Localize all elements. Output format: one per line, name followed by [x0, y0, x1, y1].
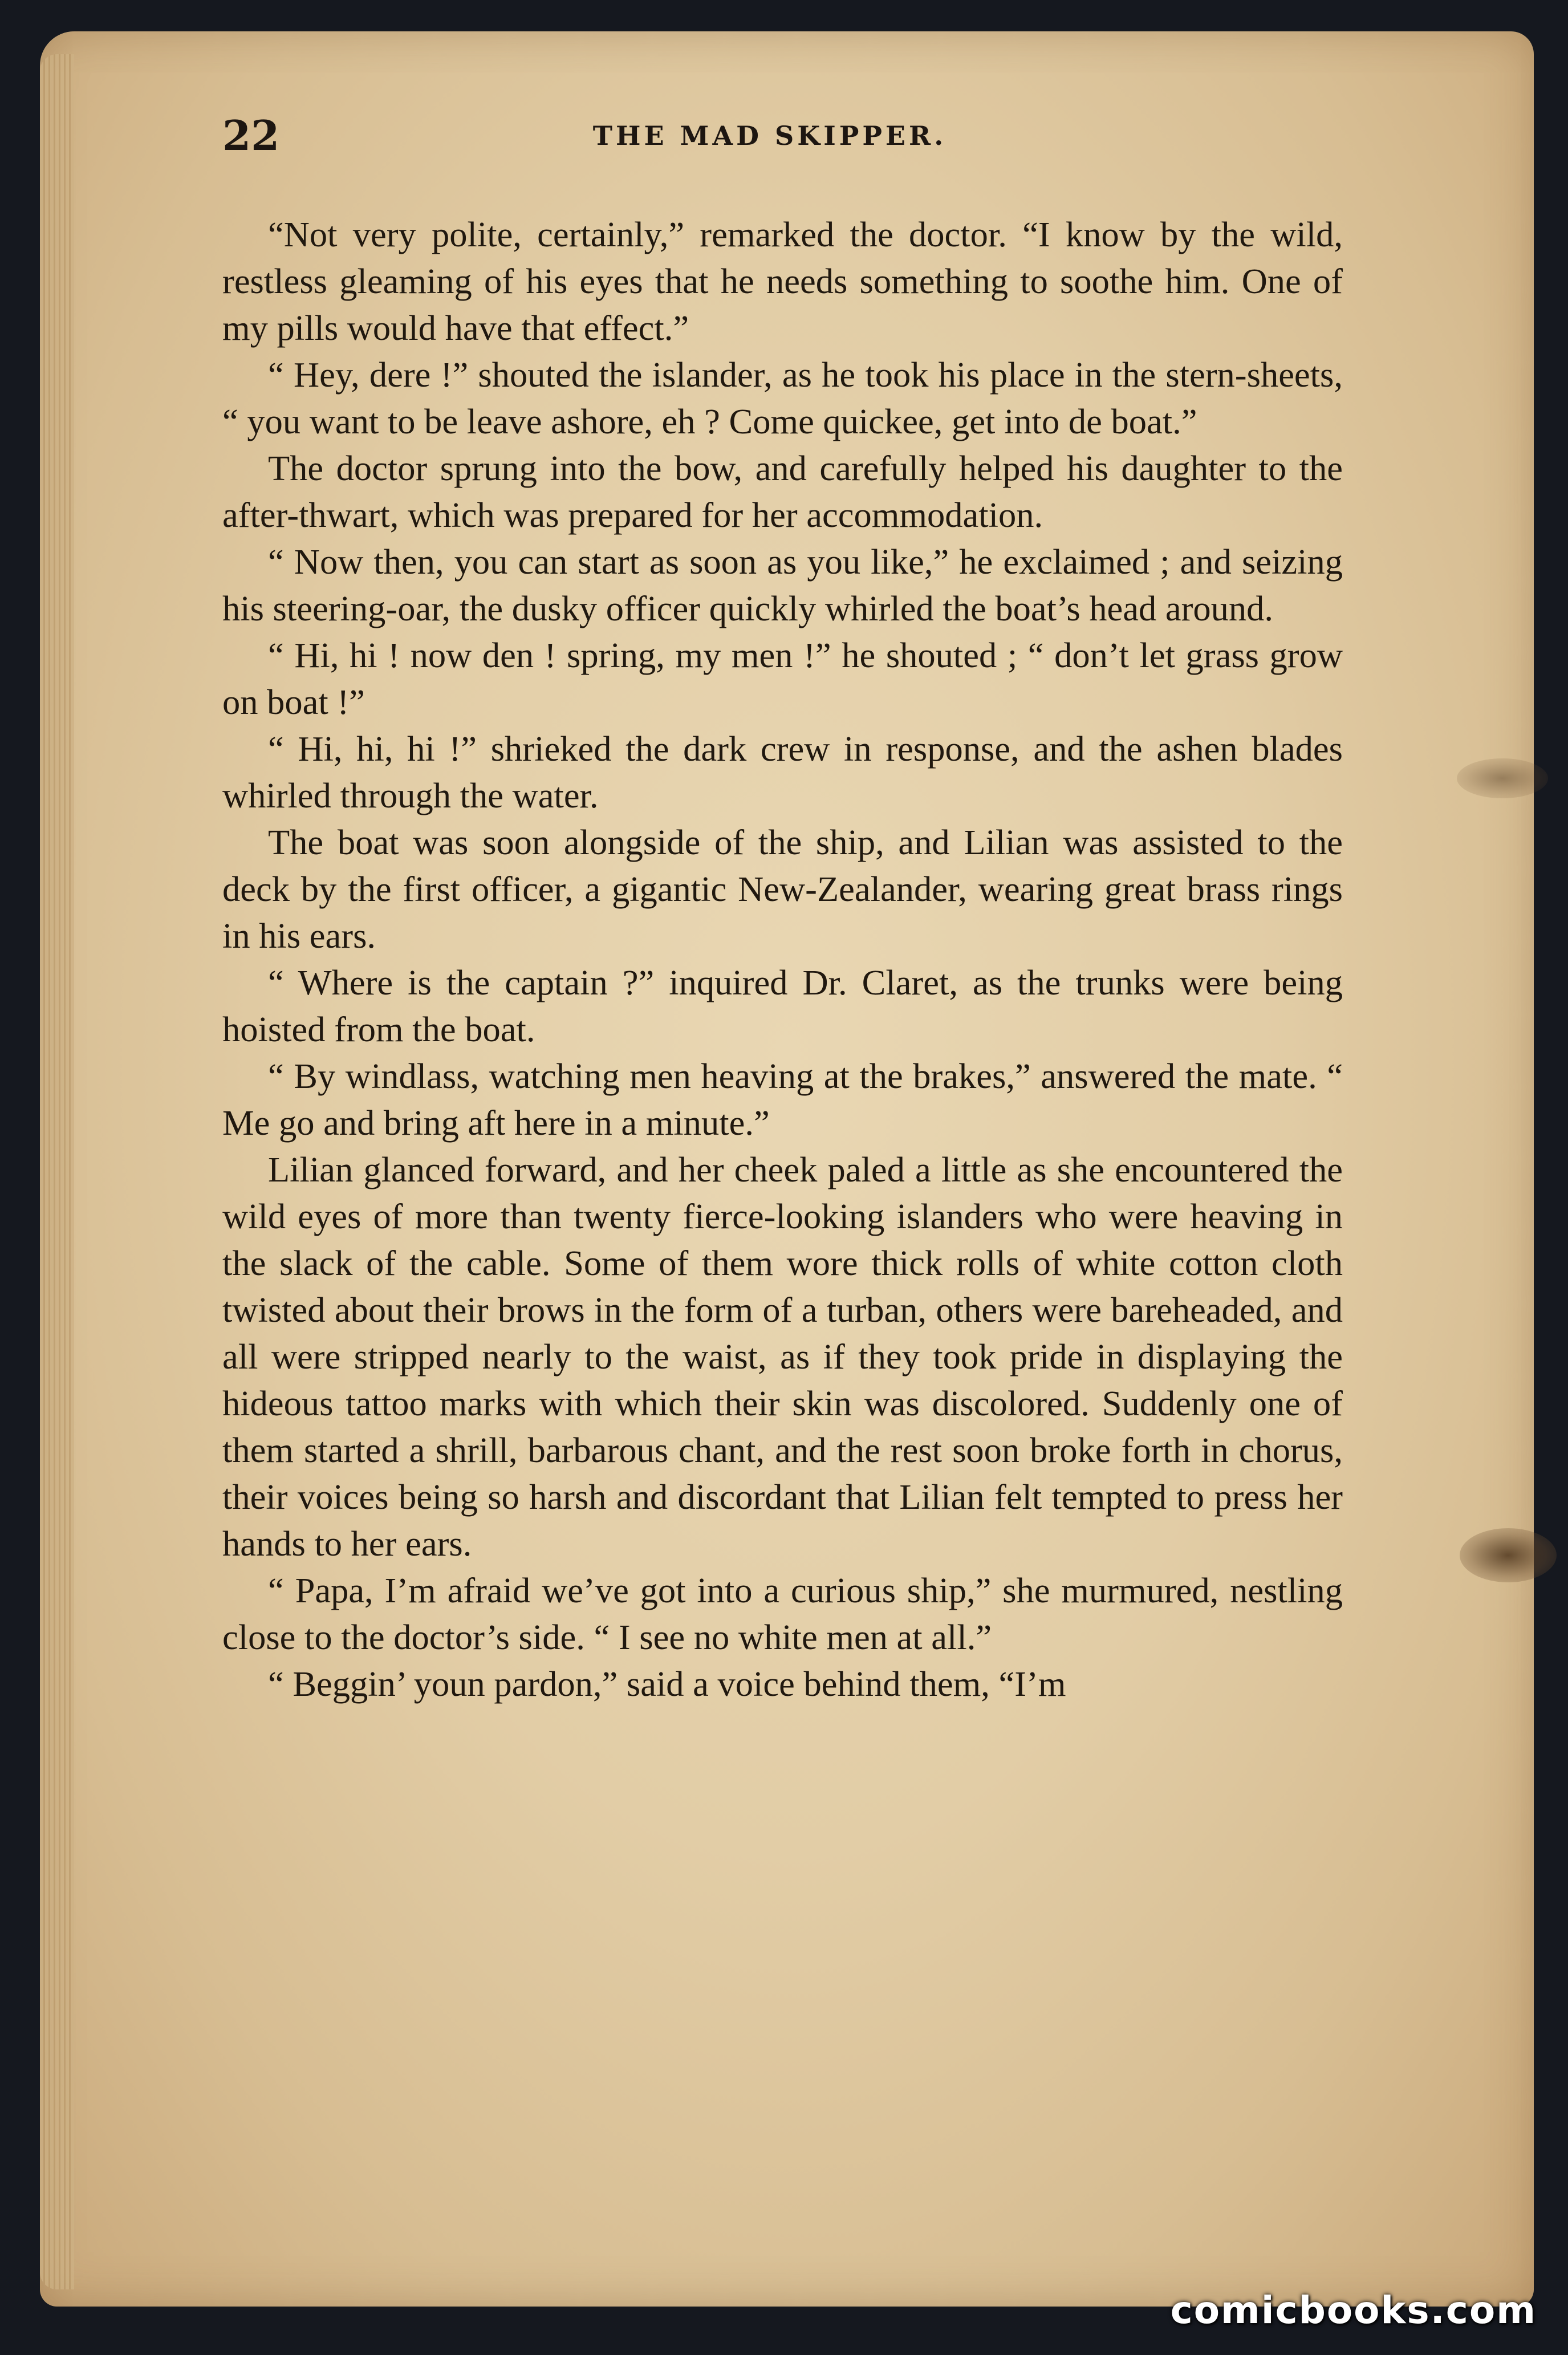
- paragraph: “ Where is the captain ?” inquired Dr. Claret, as the trunks were being hoisted from the boat.: [222, 963, 1343, 1049]
- running-head: [188, 111, 1351, 163]
- page-number: 22: [222, 111, 280, 160]
- paragraph: “ Beggin’ youn pardon,” said a voice behind them, “I’m: [268, 1664, 1066, 1704]
- paragraph: The doctor sprung into the bow, and carefully helped his daughter to the after-thwart, which was prepared for her accommodation.: [222, 448, 1343, 535]
- paragraph: Lilian glanced forward, and her cheek paled a little as she encountered the wild eyes of more than twenty fierce-looking islanders who were heaving in the slack of the cable. Some of them wore thick rolls of white cotton cloth twisted about their brows in the form of a turban, others were bareheaded, and all were stripped nearly to the waist, as if they took pride in displaying the hideous tattoo marks with which their skin was discolored. Suddenly one of them started a shrill, barbarous chant, and the rest soon broke forth in chorus, their voices being so harsh and discordant that Lilian felt tempted to press her hands to her ears.: [222, 1150, 1343, 1564]
- paragraph: “ Hey, dere !” shouted the islander, as he took his place in the stern-sheets, “ you want to be leave ashore, eh ? Come quickee, get into de boat.”: [222, 355, 1343, 441]
- paragraph: “Not very polite, certainly,” remarked the doctor. “I know by the wild, restless gleaming of his eyes that he needs something to soothe him. One of my pills would have that effect.”: [222, 214, 1343, 348]
- paragraph: “ Hi, hi ! now den ! spring, my men !” he shouted ; “ don’t let grass grow on boat !”: [222, 635, 1343, 722]
- page-edge: [40, 54, 74, 2289]
- stain-mark: [1460, 1528, 1557, 1582]
- body-text: [222, 211, 1343, 1707]
- paragraph: “ Hi, hi, hi !” shrieked the dark crew in response, and the ashen blades whirled through the water.: [222, 729, 1343, 815]
- paragraph: “ Papa, I’m afraid we’ve got into a curious ship,” she murmured, nestling close to the doctor’s side. “ I see no white men at all.”: [222, 1570, 1343, 1657]
- paragraph: The boat was soon alongside of the ship, and Lilian was assisted to the deck by the first officer, a gigantic New-Zealander, wearing great brass rings in his ears.: [222, 822, 1343, 956]
- stain-mark: [1457, 758, 1548, 798]
- paragraph: “ By windlass, watching men heaving at the brakes,” answered the mate. “ Me go and bring aft here in a minute.”: [222, 1056, 1343, 1143]
- running-title: THE MAD SKIPPER.: [592, 120, 947, 151]
- watermark: comicbooks.com: [1170, 2288, 1537, 2332]
- paragraph: “ Now then, you can start as soon as you like,” he exclaimed ; and seizing his steering-oar, the dusky officer quickly whirled the boat’s head around.: [222, 542, 1343, 628]
